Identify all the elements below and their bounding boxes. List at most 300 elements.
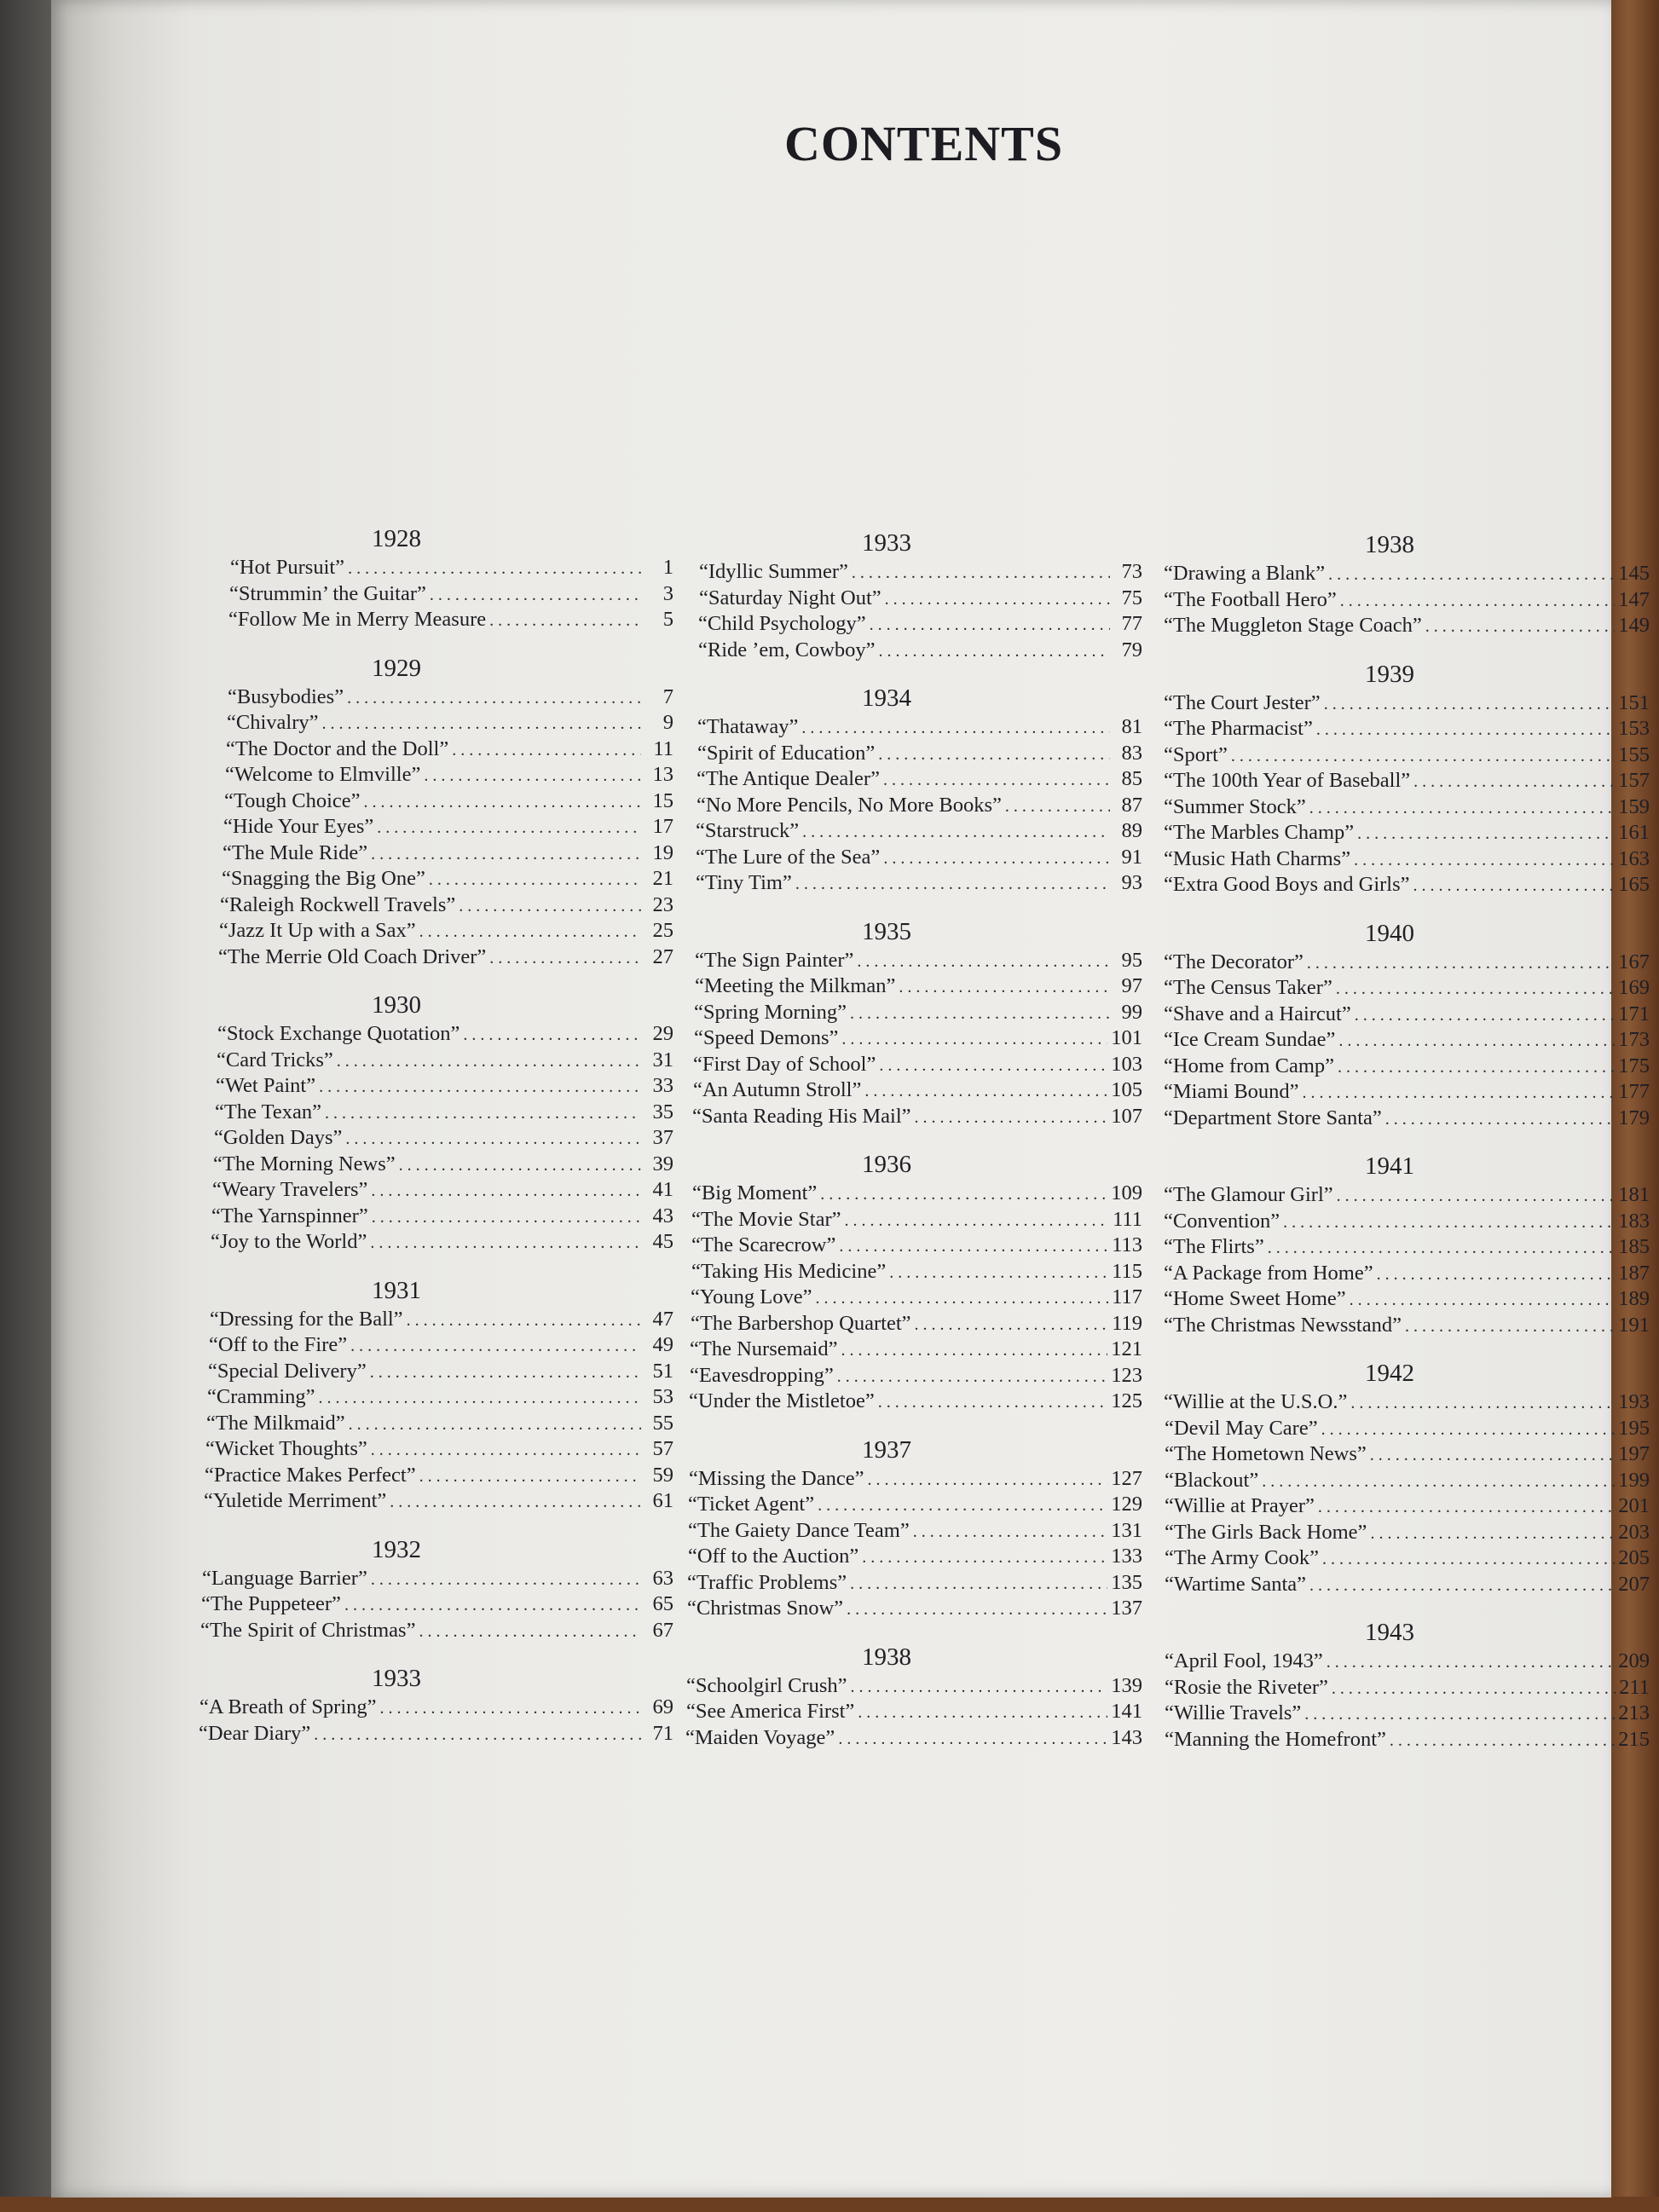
toc-entry — [697, 741, 1142, 767]
entry-page-number: 119 — [1112, 1311, 1142, 1335]
entry-page-number: 51 — [652, 1359, 673, 1383]
entry-title: “Extra Good Boys and Girls” — [1164, 873, 1410, 896]
dot-leader — [1328, 562, 1615, 588]
entry-page-number: 41 — [652, 1178, 673, 1201]
entry-title: “Cramming” — [207, 1385, 315, 1408]
year-section — [622, 528, 1151, 663]
toc-entry — [204, 1488, 673, 1515]
entry-title: “The Pharmacist” — [1164, 717, 1313, 740]
year-section — [1117, 660, 1659, 898]
year-heading: 1933 — [862, 529, 911, 557]
dot-leader — [322, 711, 642, 737]
toc-entry — [1164, 1002, 1650, 1028]
toc-entry — [690, 1363, 1142, 1389]
dot-leader — [1316, 717, 1615, 743]
dot-leader — [870, 612, 1110, 638]
toc-entry — [695, 948, 1142, 974]
toc-entry — [210, 1307, 673, 1333]
year-heading: 1933 — [372, 1665, 421, 1692]
dot-leader — [1405, 1314, 1615, 1340]
toc-entry — [206, 1411, 673, 1437]
entry-page-number: 167 — [1618, 950, 1650, 973]
year-section — [1117, 1359, 1659, 1597]
dot-leader — [839, 1233, 1108, 1260]
toc-entry — [207, 1384, 673, 1411]
entry-title: “Off to the Fire” — [209, 1333, 348, 1356]
year-section — [622, 917, 1151, 1130]
year-section — [119, 990, 673, 1256]
dot-leader — [344, 1592, 641, 1619]
entry-title: “Eavesdropping” — [690, 1363, 834, 1387]
entry-title: “The Puppeteer” — [201, 1592, 341, 1615]
entry-title: “Summer Stock” — [1164, 794, 1306, 818]
toc-entry — [228, 684, 673, 711]
entry-page-number: 23 — [652, 892, 673, 916]
entry-title: “Tough Choice” — [224, 788, 361, 812]
entry-title: “An Autumn Stroll” — [693, 1078, 862, 1101]
entry-title: “Busybodies” — [228, 684, 344, 708]
toc-entry — [199, 1695, 673, 1721]
entry-title: “Wet Paint” — [216, 1074, 316, 1097]
entry-title: “Speed Demons” — [694, 1026, 839, 1049]
dot-leader — [1338, 1028, 1615, 1054]
entry-title: “Saturday Night Out” — [699, 586, 882, 609]
dot-leader — [459, 893, 641, 920]
entry-title: “Traffic Problems” — [687, 1570, 847, 1594]
entry-title: “The Court Jester” — [1164, 690, 1321, 714]
dot-leader — [841, 1337, 1107, 1364]
entry-page-number: 49 — [652, 1333, 673, 1356]
entry-page-number: 147 — [1618, 587, 1650, 611]
toc-entry — [687, 1596, 1142, 1622]
entry-page-number: 169 — [1618, 976, 1650, 999]
toc-entry — [697, 766, 1142, 793]
entry-page-number: 117 — [1112, 1285, 1142, 1308]
toc-entry — [205, 1436, 673, 1463]
dot-leader — [847, 1597, 1107, 1623]
entry-title: “Strummin’ the Guitar” — [229, 581, 426, 605]
dot-leader — [424, 763, 641, 789]
toc-entry — [698, 638, 1142, 664]
entry-page-number: 103 — [1111, 1052, 1142, 1076]
entry-page-number: 95 — [1121, 948, 1142, 972]
entry-page-number: 133 — [1111, 1545, 1142, 1568]
entry-page-number: 181 — [1618, 1183, 1650, 1206]
entry-page-number: 81 — [1121, 715, 1142, 738]
entry-title: “Starstruck” — [696, 819, 800, 842]
entry-title: “The Merrie Old Coach Driver” — [218, 944, 487, 968]
entry-page-number: 113 — [1112, 1233, 1142, 1256]
dot-leader — [430, 582, 641, 609]
entry-page-number: 163 — [1618, 846, 1650, 870]
toc-entry — [213, 1152, 673, 1178]
entry-page-number: 185 — [1618, 1235, 1650, 1258]
dot-leader — [370, 1230, 641, 1256]
toc-entry — [689, 1389, 1142, 1415]
entry-title: “Maiden Voyage” — [685, 1725, 835, 1749]
dot-leader — [841, 1026, 1107, 1053]
dot-leader — [1307, 950, 1615, 977]
entry-title: “Home Sweet Home” — [1164, 1287, 1346, 1310]
year-section — [1117, 919, 1659, 1132]
entry-title: “The Barbershop Quartet” — [691, 1311, 911, 1335]
year-heading: 1930 — [372, 991, 421, 1019]
entry-page-number: 115 — [1112, 1259, 1142, 1283]
dot-leader — [1318, 1494, 1615, 1521]
entry-page-number: 5 — [662, 608, 673, 631]
year-heading: 1928 — [372, 525, 421, 552]
toc-entry — [1164, 1261, 1650, 1287]
dot-leader — [463, 1022, 641, 1048]
entry-page-number: 1 — [662, 556, 673, 579]
dot-leader — [1350, 1287, 1616, 1314]
toc-entry — [205, 1463, 673, 1489]
dot-leader — [419, 1464, 641, 1490]
toc-entry — [688, 1544, 1142, 1570]
entry-page-number: 75 — [1121, 586, 1142, 609]
toc-entry — [1164, 872, 1650, 898]
dot-leader — [883, 767, 1110, 794]
entry-title: “The Glamour Girl” — [1164, 1183, 1333, 1206]
entry-title: “Willie at the U.S.O.” — [1164, 1390, 1348, 1413]
entry-page-number: 195 — [1618, 1416, 1650, 1440]
dot-leader — [1390, 1728, 1615, 1754]
dot-leader — [1324, 691, 1616, 718]
dot-leader — [795, 871, 1110, 898]
toc-entry — [201, 1591, 673, 1618]
dot-leader — [1377, 1262, 1616, 1288]
dot-leader — [325, 1100, 641, 1127]
entry-title: “Ticket Agent” — [688, 1493, 815, 1516]
year-heading: 1934 — [862, 684, 911, 712]
year-section — [1117, 1152, 1659, 1338]
toc-entry — [687, 1570, 1142, 1597]
entry-page-number: 111 — [1113, 1207, 1142, 1231]
entry-page-number: 129 — [1111, 1493, 1142, 1516]
entry-title: “Jazz It Up with a Sax” — [219, 919, 416, 942]
dot-leader — [1309, 1573, 1615, 1599]
toc-entry — [1164, 1234, 1650, 1261]
dot-leader — [1413, 769, 1615, 795]
toc-entry — [1164, 1182, 1650, 1209]
year-section — [1117, 1618, 1659, 1753]
entry-title: “Wicket Thoughts” — [205, 1437, 367, 1460]
dot-leader — [1327, 1649, 1615, 1676]
dot-leader — [899, 974, 1110, 1001]
year-heading: 1931 — [372, 1276, 421, 1304]
entry-title: “Golden Days” — [214, 1126, 343, 1149]
dot-leader — [348, 556, 641, 582]
toc-entry — [1164, 1054, 1650, 1080]
toc-entry — [1164, 794, 1650, 821]
toc-entry — [688, 1518, 1142, 1545]
dot-leader — [1303, 1080, 1616, 1106]
entry-title: “The Gaiety Dance Team” — [688, 1518, 910, 1542]
entry-title: “Music Hath Charms” — [1164, 846, 1351, 870]
entry-page-number: 69 — [652, 1695, 673, 1718]
entry-title: “The Scarecrow” — [691, 1233, 836, 1256]
entry-page-number: 203 — [1618, 1520, 1650, 1544]
entry-page-number: 11 — [653, 736, 673, 760]
entry-title: “Big Moment” — [692, 1181, 818, 1204]
dot-leader — [364, 789, 641, 816]
entry-page-number: 67 — [652, 1618, 673, 1642]
entry-page-number: 99 — [1121, 1000, 1142, 1024]
toc-entry — [227, 710, 673, 736]
entry-title: “Taking His Medicine” — [691, 1259, 887, 1283]
entry-page-number: 197 — [1618, 1442, 1650, 1465]
entry-title: “The Flirts” — [1164, 1235, 1264, 1258]
entry-title: “Hot Pursuit” — [230, 556, 345, 579]
toc-entry — [1164, 1313, 1650, 1339]
dot-leader — [349, 1412, 641, 1438]
entry-page-number: 145 — [1618, 562, 1650, 585]
dot-leader — [371, 1178, 641, 1204]
entry-page-number: 135 — [1111, 1570, 1142, 1594]
toc-entry — [208, 1359, 673, 1385]
toc-entry — [222, 866, 673, 892]
entry-page-number: 83 — [1121, 741, 1142, 765]
toc-entry — [1164, 561, 1650, 587]
entry-page-number: 91 — [1121, 845, 1142, 869]
entry-page-number: 97 — [1121, 974, 1142, 997]
entry-title: “The Texan” — [215, 1100, 322, 1123]
entry-page-number: 209 — [1618, 1649, 1650, 1672]
entry-title: “The Christmas Newsstand” — [1164, 1313, 1402, 1337]
toc-entry — [1164, 950, 1650, 976]
entry-title: “The Milkmaid” — [206, 1411, 345, 1435]
entry-page-number: 165 — [1618, 873, 1650, 896]
entry-page-number: 161 — [1618, 821, 1650, 844]
entry-page-number: 47 — [652, 1307, 673, 1331]
entry-title: “Off to the Auction” — [688, 1545, 859, 1568]
dot-leader — [1350, 1390, 1615, 1417]
entry-page-number: 15 — [652, 788, 673, 812]
dot-leader — [1005, 794, 1110, 820]
entry-title: “Special Delivery” — [208, 1359, 367, 1383]
toc-entry — [1164, 768, 1650, 794]
toc-entry — [219, 918, 673, 944]
dot-leader — [371, 841, 641, 868]
toc-entry — [693, 1077, 1142, 1104]
entry-page-number: 131 — [1111, 1518, 1142, 1542]
entry-page-number: 71 — [652, 1721, 673, 1745]
toc-entry — [691, 1233, 1142, 1259]
entry-page-number: 137 — [1111, 1597, 1142, 1620]
toc-entry — [215, 1100, 673, 1126]
toc-entry — [689, 1466, 1142, 1493]
entry-title: “A Breath of Spring” — [199, 1695, 377, 1718]
toc-entry — [1165, 1520, 1650, 1546]
toc-entry — [218, 944, 673, 971]
toc-entry — [1164, 846, 1650, 873]
toc-entry — [1165, 1493, 1650, 1520]
entry-title: “Practice Makes Perfect” — [205, 1463, 416, 1487]
toc-entry — [1164, 975, 1650, 1002]
year-heading: 1943 — [1365, 1619, 1414, 1646]
entry-page-number: 55 — [652, 1411, 673, 1435]
entry-title: “Raleigh Rockwell Travels” — [220, 892, 456, 916]
entry-title: “The Mule Ride” — [223, 840, 368, 864]
entry-page-number: 109 — [1111, 1181, 1142, 1204]
dot-leader — [1385, 1106, 1615, 1133]
toc-entry — [1164, 1286, 1650, 1313]
dot-leader — [371, 1567, 641, 1593]
toc-entry — [199, 1721, 673, 1747]
toc-entry — [697, 714, 1142, 741]
entry-title: “The 100th Year of Baseball” — [1164, 769, 1411, 792]
dot-leader — [1340, 588, 1616, 615]
year-heading: 1932 — [372, 1535, 421, 1563]
dot-leader — [857, 949, 1110, 975]
dot-leader — [380, 1695, 641, 1722]
dot-leader — [337, 1048, 641, 1075]
entry-page-number: 33 — [652, 1074, 673, 1097]
toc-entry — [1164, 820, 1650, 846]
entry-title: “No More Pencils, No More Books” — [697, 793, 1002, 817]
entry-title: “Child Psychology” — [698, 612, 866, 635]
dot-leader — [889, 1260, 1108, 1286]
dot-leader — [419, 1619, 641, 1645]
toc-entry — [1165, 1416, 1650, 1442]
dot-leader — [1337, 1183, 1616, 1210]
contents-column-1 — [119, 524, 673, 1747]
entry-title: “Meeting the Milkman” — [695, 974, 896, 997]
toc-entry — [1164, 613, 1650, 639]
toc-entry — [225, 762, 673, 788]
entry-title: “Willie Travels” — [1165, 1701, 1302, 1724]
dot-leader — [885, 586, 1110, 613]
year-section — [622, 1435, 1151, 1622]
entry-page-number: 157 — [1618, 769, 1650, 792]
dot-leader — [878, 742, 1110, 768]
toc-entry — [1164, 1389, 1650, 1416]
entry-title: “Blackout” — [1165, 1468, 1259, 1492]
entry-title: “Joy to the World” — [211, 1230, 367, 1253]
entry-title: “Snagging the Big One” — [222, 867, 425, 890]
entry-title: “The Football Hero” — [1164, 587, 1337, 611]
year-heading: 1929 — [372, 654, 421, 682]
dot-leader — [1370, 1521, 1615, 1547]
toc-entry — [214, 1125, 673, 1152]
entry-title: “Ice Cream Sundae” — [1164, 1028, 1336, 1051]
entry-page-number: 3 — [662, 581, 673, 605]
toc-entry — [692, 1181, 1142, 1207]
entry-title: “Young Love” — [691, 1285, 812, 1308]
entry-title: “Department Store Santa” — [1164, 1106, 1382, 1129]
toc-entry — [685, 1725, 1142, 1752]
dot-leader — [390, 1489, 641, 1516]
toc-entry — [1164, 1079, 1650, 1106]
entry-title: “Dear Diary” — [199, 1721, 311, 1745]
entry-page-number: 19 — [652, 840, 673, 864]
dot-leader — [1338, 1054, 1615, 1081]
dot-leader — [802, 819, 1110, 846]
dot-leader — [879, 1053, 1107, 1079]
toc-entry — [1165, 1727, 1650, 1753]
entry-title: “The Movie Star” — [691, 1207, 841, 1231]
toc-entry — [696, 818, 1142, 845]
year-section — [622, 1150, 1151, 1415]
year-heading: 1942 — [1365, 1360, 1414, 1387]
entry-title: “Missing the Dance” — [689, 1466, 864, 1490]
dot-leader — [1268, 1235, 1616, 1262]
dot-leader — [452, 737, 641, 764]
entry-page-number: 39 — [652, 1152, 673, 1175]
entry-title: “Home from Camp” — [1164, 1054, 1335, 1077]
dot-leader — [915, 1105, 1108, 1131]
entry-page-number: 213 — [1618, 1701, 1650, 1724]
toc-entry — [228, 607, 673, 633]
entry-page-number: 9 — [662, 711, 673, 734]
toc-entry — [1165, 1572, 1650, 1598]
dot-leader — [815, 1285, 1108, 1312]
entry-title: “The Morning News” — [213, 1152, 396, 1175]
dot-leader — [850, 1571, 1107, 1597]
dot-leader — [1283, 1210, 1615, 1236]
toc-entry — [216, 1073, 673, 1100]
entry-title: “The Sign Painter” — [695, 948, 854, 972]
entry-page-number: 183 — [1618, 1209, 1650, 1233]
entry-page-number: 37 — [652, 1126, 673, 1149]
entry-title: “Willie at Prayer” — [1165, 1494, 1315, 1517]
entry-page-number: 121 — [1111, 1337, 1142, 1360]
table-surface-bottom — [0, 2197, 1659, 2212]
dot-leader — [407, 1308, 641, 1334]
toc-entry — [694, 1000, 1142, 1026]
page-title: CONTENTS — [784, 116, 1064, 171]
year-section — [119, 1276, 673, 1515]
toc-entry — [686, 1699, 1142, 1725]
entry-title: “April Fool, 1943” — [1165, 1649, 1323, 1672]
toc-entry — [230, 555, 673, 581]
entry-title: “The Decorator” — [1164, 950, 1304, 973]
dot-leader — [850, 1001, 1110, 1027]
year-section — [119, 1535, 673, 1644]
entry-page-number: 123 — [1111, 1363, 1142, 1387]
entry-page-number: 211 — [1619, 1675, 1650, 1699]
entry-page-number: 57 — [652, 1437, 673, 1460]
dot-leader — [913, 1519, 1108, 1545]
entry-page-number: 45 — [652, 1230, 673, 1253]
entry-title: “Under the Mistletoe” — [689, 1389, 875, 1412]
dot-leader — [1357, 821, 1615, 847]
entry-page-number: 127 — [1111, 1466, 1142, 1490]
dot-leader — [371, 1437, 641, 1464]
year-heading: 1938 — [862, 1643, 911, 1671]
entry-title: “Weary Travelers” — [212, 1178, 368, 1201]
entry-title: “The Marbles Champ” — [1164, 821, 1355, 844]
entry-page-number: 125 — [1111, 1389, 1142, 1412]
dot-leader — [314, 1722, 641, 1748]
entry-page-number: 21 — [652, 867, 673, 890]
entry-page-number: 215 — [1618, 1727, 1650, 1751]
toc-entry — [694, 1025, 1142, 1052]
entry-page-number: 139 — [1111, 1673, 1142, 1697]
entry-title: “Drawing a Blank” — [1164, 562, 1326, 585]
entry-title: “Card Tricks” — [217, 1048, 333, 1071]
dot-leader — [845, 1208, 1110, 1234]
entry-page-number: 155 — [1618, 742, 1650, 766]
entry-title: “The Doctor and the Doll” — [226, 736, 449, 760]
entry-title: “A Package from Home” — [1164, 1261, 1373, 1285]
year-section — [1117, 530, 1659, 639]
toc-entry — [223, 814, 673, 840]
dot-leader — [838, 1726, 1107, 1753]
dot-leader — [429, 867, 641, 893]
entry-page-number: 77 — [1121, 612, 1142, 635]
dot-leader — [1332, 1676, 1616, 1702]
